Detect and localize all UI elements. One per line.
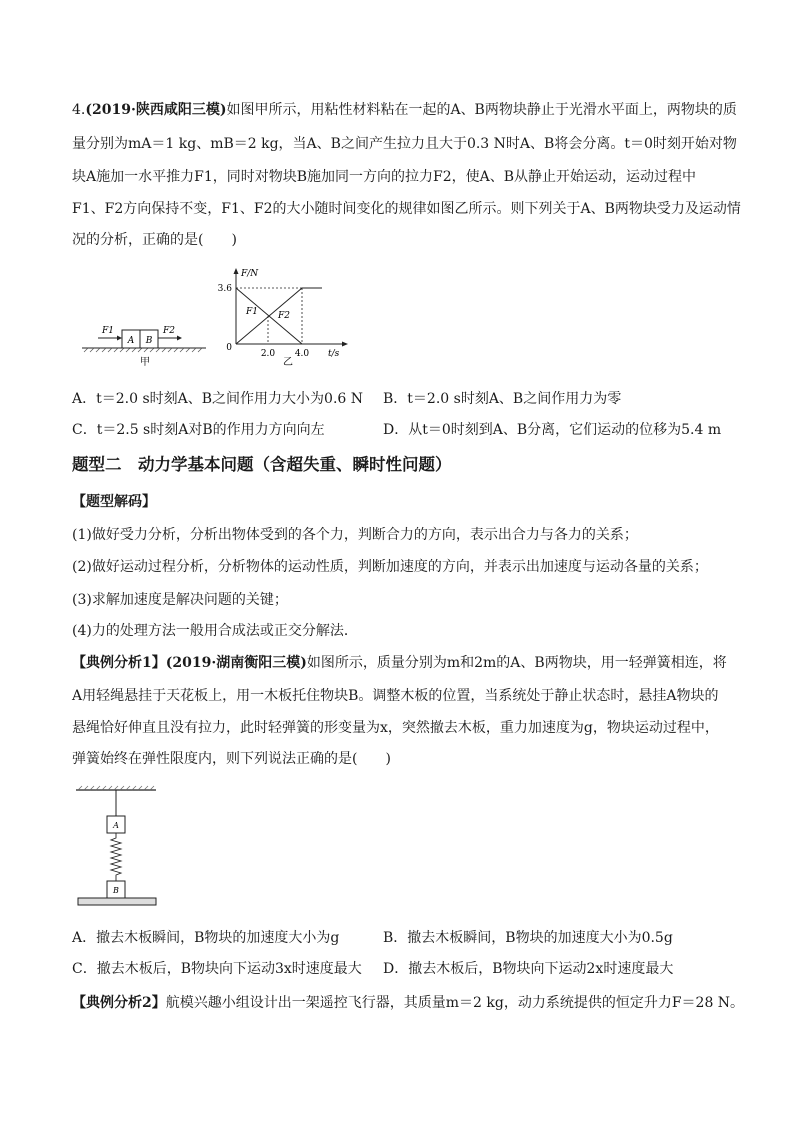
decode-item: (1)做好受力分析，分析出物体受到的各个力，判断合力的方向，表示出合力与各力的关系；	[72, 527, 638, 543]
option-c: C．t＝2.5 s时刻A对B的作用力方向向左	[72, 422, 325, 438]
example-label: 【典例分析2】	[72, 995, 166, 1011]
svg-text:F2: F2	[278, 311, 290, 321]
y-tick-label: 3.6	[217, 284, 232, 294]
q4-line-5: 况的分析，正确的是( )	[72, 232, 237, 248]
q4-line-3: 块A施加一水平推力F1，同时对物块B施加同一方向的拉力F2，使A、B从静止开始运动，运动过程中	[72, 169, 697, 185]
option-b: B．撤去木板瞬间，B物块的加速度大小为0.5g	[383, 930, 673, 946]
section-title: 题型二 动力学基本问题（含超失重、瞬时性问题）	[72, 455, 452, 474]
svg-text:B: B	[145, 336, 153, 346]
ex1-line-4: 弹簧始终在弹性限度内，则下列说法正确的是( )	[72, 751, 391, 767]
option-a: A．t＝2.0 s时刻A、B之间作用力大小为0.6 N	[72, 391, 363, 407]
x-tick-label: 4.0	[294, 349, 310, 359]
y-axis-label: F/N	[241, 269, 259, 279]
ex1-line-2: A用轻绳悬挂于天花板上，用一木板托住物块B。调整木板的位置，当系统处于静止状态时，悬挂A物块的	[72, 688, 719, 704]
spring	[111, 833, 121, 881]
svg-text:B: B	[113, 886, 119, 895]
figure-yi-graph	[212, 264, 352, 366]
x-axis-label: t/s	[328, 349, 340, 359]
question-source: (2019·湖南衡阳三模)	[165, 655, 307, 671]
q4-line-4: F1、F2方向保持不变，F1、F2的大小随时间变化的规律如图乙所示。则下列关于A、B两物块受力及运动情	[72, 201, 741, 217]
question-text: 如图甲所示，用粘性材料粘在一起的A、B两物块静止于光滑水平面上，两物块的质	[226, 102, 737, 118]
decode-item: (2)做好运动过程分析，分析物体的运动性质，判断加速度的方向，并表示出加速度与运动各量的关系；	[72, 559, 708, 575]
figure-caption: 乙	[283, 357, 293, 366]
wooden-board	[78, 898, 156, 905]
ex1-line-1: 【典例分析1】(2019·湖南衡阳三模)如图所示，质量分别为m和2m的A、B两物块，用一轻弹簧相连，将	[72, 655, 727, 671]
decode-item: (3)求解加速度是解决问题的关键；	[72, 592, 288, 608]
question-number: 4.	[72, 102, 86, 118]
example-label: 【典例分析1】	[72, 655, 166, 671]
option-b: B．t＝2.0 s时刻A、B之间作用力为零	[383, 391, 622, 407]
option-c: C．撤去木板后，B物块向下运动3x时速度最大	[72, 961, 362, 977]
svg-text:F1: F1	[102, 326, 114, 336]
svg-text:A: A	[127, 336, 135, 346]
q4-line-1	[72, 100, 737, 120]
svg-text:F1: F1	[246, 307, 258, 317]
x-tick-label: 2.0	[260, 349, 276, 359]
q4-line-2: 量分别为mA＝1 kg、mB＝2 kg，当A、B之间产生拉力且大于0.3 N时A、B将会分离。t＝0时刻开始对物	[72, 136, 737, 152]
option-d: D．撤去木板后，B物块向下运动2x时速度最大	[383, 961, 674, 977]
ex1-line-3: 悬绳恰好伸直且没有拉力，此时轻弹簧的形变量为x，突然撤去木板，重力加速度为g，物块运动过程中，	[72, 720, 719, 736]
figure-caption: 甲	[140, 357, 150, 368]
question-source: (2019·陕西咸阳三模)	[85, 102, 227, 118]
figure-jia	[78, 318, 208, 368]
option-d: D．从t＝0时刻到A、B分离，它们运动的位移为5.4 m	[383, 422, 722, 438]
ex2-line-1: 【典例分析2】航模兴趣小组设计出一架遥控飞行器，其质量m＝2 kg，动力系统提供的恒定升力F＝28 N。	[72, 995, 745, 1011]
figure-spring	[72, 784, 162, 914]
svg-text:F2: F2	[163, 326, 175, 336]
option-a: A．撤去木板瞬间，B物块的加速度大小为g	[72, 930, 340, 946]
svg-text:A: A	[113, 821, 119, 830]
origin-label: 0	[226, 343, 232, 353]
decode-heading: 【题型解码】	[72, 494, 156, 510]
decode-item: (4)力的处理方法一般用合成法或正交分解法．	[72, 623, 358, 639]
